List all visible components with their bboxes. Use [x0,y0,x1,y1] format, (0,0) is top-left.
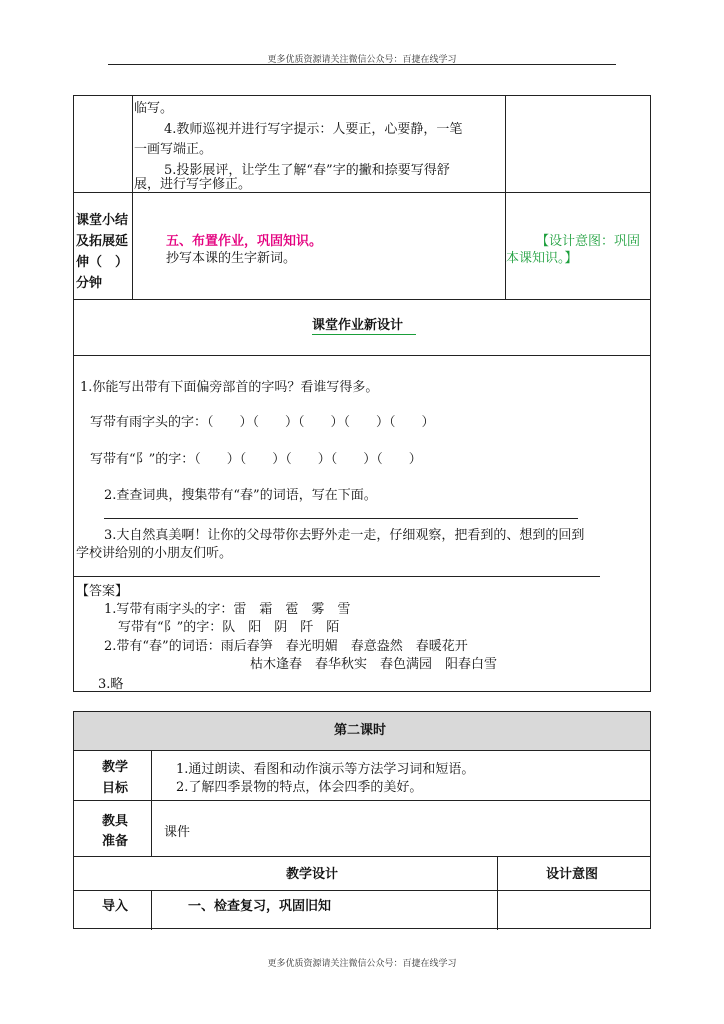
question-3: 3.大自然真美啊！让你的父母带你去野外走一走，仔细观察，把看到的、想到的回到 [104,528,585,543]
question-1a: 写带有雨字头的字：（ ）（ ）（ ）（ ）（ ） [90,415,435,430]
column-divider [132,96,133,299]
title-underline [312,334,416,335]
tools-content: 课件 [164,825,191,840]
answer-1b: 写带有“阝”的字：队 阳 阴 阡 陌 [118,620,340,635]
goal-item: 1.通过朗读、看图和动作演示等方法学习词和短语。 [176,762,475,777]
answer-3: 3.略 [98,677,124,692]
answer-2a: 2.带有“春”的词语：雨后春笋 春光明媚 春意盎然 春暖花开 [104,639,468,654]
lesson2-table [73,711,651,929]
question-3-cont: 学校讲给别的小朋友们听。 [76,546,233,561]
text-line: 一画写端正。 [134,142,213,157]
lesson2-title: 第二课时 [334,723,387,738]
page-footer: 更多优质资源请关注微信公众号：百捷在线学习 [267,959,457,969]
row-label: 及拓展延 [76,234,129,249]
col-design-header: 教学设计 [286,867,339,882]
goals-label: 目标 [102,781,129,796]
goal-item: 2.了解四季景物的特点，体会四季的美好。 [176,780,423,795]
row-divider [74,750,650,751]
text-line: 展，进行写字修正。 [134,177,252,192]
lesson-table [73,95,651,692]
intro-label: 导入 [102,899,129,914]
design-intent: 本课知识。】 [506,251,578,266]
row-divider [74,800,650,801]
row-divider [74,856,650,857]
design-intent: 【设计意图：巩固 [536,234,641,249]
col-intent-header: 设计意图 [546,867,599,882]
question-2: 2.查查词典，搜集带有“春”的词语，写在下面。 [104,488,377,503]
row-divider [74,355,650,356]
row-divider [74,299,650,300]
question-1b: 写带有“阝”的字：（ ）（ ）（ ）（ ）（ ） [90,452,422,467]
row-divider [74,890,650,891]
row-label: 课堂小结 [76,213,129,228]
column-divider [151,890,152,930]
header-rule [108,64,616,65]
column-divider [151,750,152,856]
answer-line [104,518,578,519]
row-label: 分钟 [76,276,103,291]
homework-title: 课堂作业新设计 [312,318,404,333]
column-divider [497,856,498,930]
answer-title: 【答案】 [76,584,129,599]
text-line: 4.教师巡视并进行写字提示：人要正，心要静，一笔 [164,122,463,137]
text-line: 临写。 [134,101,174,116]
homework-content: 抄写本课的生字新词。 [166,251,297,266]
answer-2b: 枯木逢春 春华秋实 春色满园 阳春白雪 [250,657,498,672]
question-1: 1.你能写出带有下面偏旁部首的字吗？看谁写得多。 [80,380,379,395]
row-label: 伸（ ） [76,255,129,270]
answer-1a: 1.写带有雨字头的字：雷 霜 雹 雾 雪 [104,602,351,617]
homework-heading: 五、布置作业，巩固知识。 [166,234,323,249]
tools-label: 准备 [102,834,129,849]
page-header: 更多优质资源请关注微信公众号：百捷在线学习 [267,55,457,65]
section-rule [74,576,600,577]
goals-label: 教学 [102,760,129,775]
intro-heading: 一、检查复习，巩固旧知 [188,899,332,914]
text-line: 5.投影展评，让学生了解“春”字的撇和捺要写得舒 [164,163,450,178]
tools-label: 教具 [102,814,129,829]
